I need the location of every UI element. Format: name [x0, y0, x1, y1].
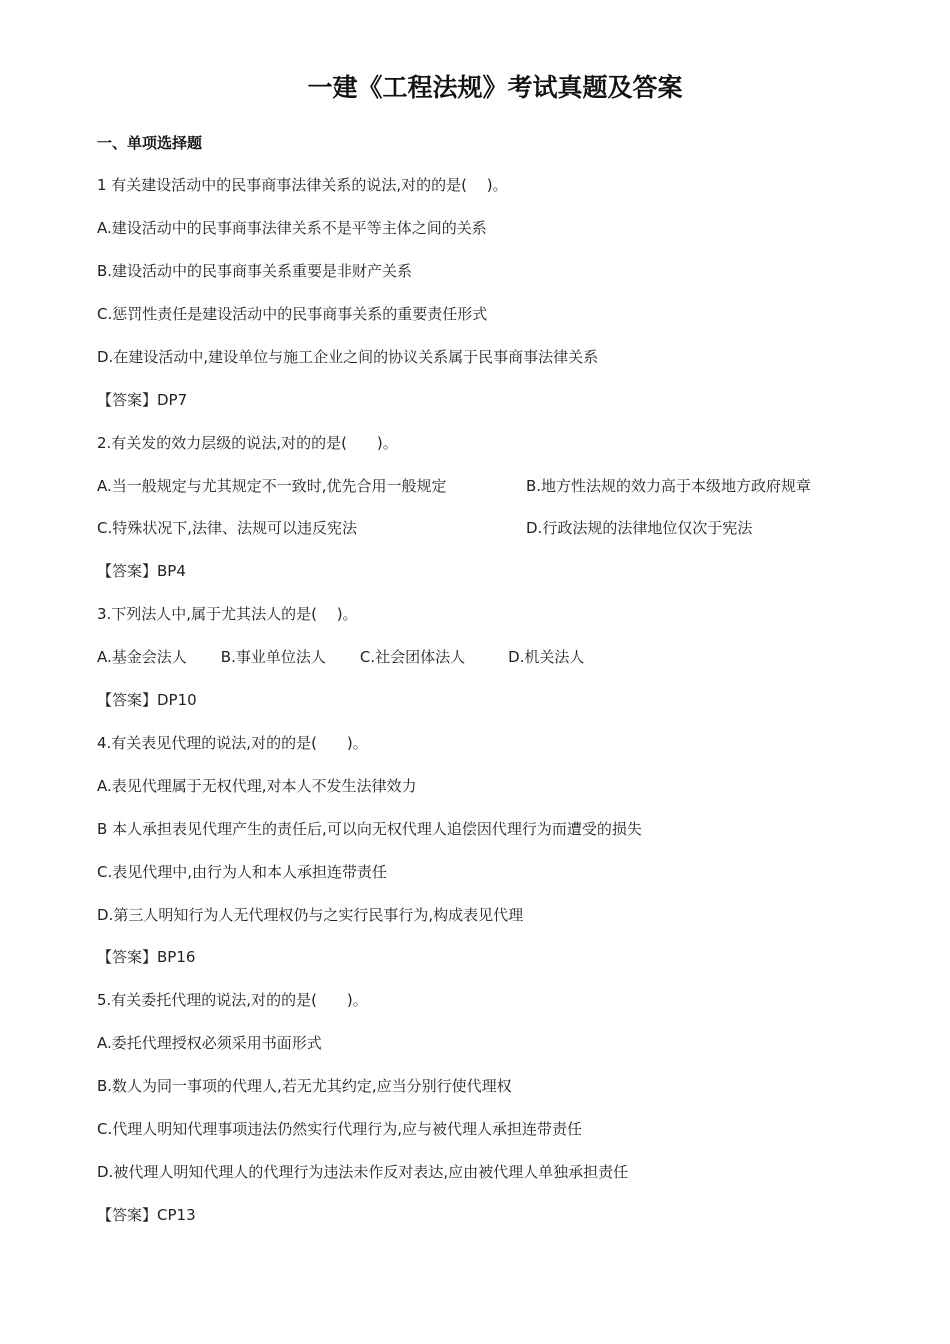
question-1-option-a: A.建设活动中的民事商事法律关系不是平等主体之间的关系 — [97, 219, 487, 237]
question-4-stem: 4.有关表见代理的说法,对的的是( )。 — [97, 734, 368, 752]
question-3-option-a: A.基金会法人 — [97, 648, 187, 666]
question-5-option-c: C.代理人明知代理事项违法仍然实行代理行为,应与被代理人承担连带责任 — [97, 1120, 583, 1138]
section-heading: 一、单项选择题 — [97, 134, 203, 152]
question-4-option-d: D.第三人明知行为人无代理权仍与之实行民事行为,构成表见代理 — [97, 906, 524, 924]
question-3-stem: 3.下列法人中,属于尤其法人的是( )。 — [97, 605, 358, 623]
question-5-option-b: B.数人为同一事项的代理人,若无尤其约定,应当分别行使代理权 — [97, 1077, 512, 1095]
question-5-answer: 【答案】CP13 — [97, 1206, 196, 1224]
question-2-option-b: B.地方性法规的效力高于本级地方政府规章 — [526, 477, 812, 495]
question-5-stem: 5.有关委托代理的说法,对的的是( )。 — [97, 991, 368, 1009]
question-1-option-b: B.建设活动中的民事商事关系重要是非财产关系 — [97, 262, 413, 280]
question-2-option-a: A.当一般规定与尤其规定不一致时,优先合用一般规定 — [97, 477, 447, 495]
question-4-answer: 【答案】BP16 — [97, 948, 196, 966]
question-1-option-d: D.在建设活动中,建设单位与施工企业之间的协议关系属于民事商事法律关系 — [97, 348, 599, 366]
question-3-option-d: D.机关法人 — [508, 648, 585, 666]
question-1-stem: 1 有关建设活动中的民事商事法律关系的说法,对的的是( )。 — [97, 176, 508, 194]
page-title: 一建《工程法规》考试真题及答案 — [307, 73, 683, 102]
question-3-option-b: B.事业单位法人 — [220, 648, 326, 666]
question-2-answer: 【答案】BP4 — [97, 562, 186, 580]
question-3-options — [97, 646, 584, 668]
question-2-option-c: C.特殊状况下,法律、法规可以违反宪法 — [97, 519, 358, 537]
question-4-option-b: B 本人承担表见代理产生的责任后,可以向无权代理人追偿因代理行为而遭受的损失 — [97, 820, 642, 838]
question-2-stem: 2.有关发的效力层级的说法,对的的是( )。 — [97, 434, 398, 452]
question-1-answer: 【答案】DP7 — [97, 391, 188, 409]
question-5-option-a: A.委托代理授权必须采用书面形式 — [97, 1034, 322, 1052]
question-4-option-c: C.表见代理中,由行为人和本人承担连带责任 — [97, 863, 388, 881]
question-2-option-d: D.行政法规的法律地位仅次于宪法 — [526, 519, 753, 537]
question-4-option-a: A.表见代理属于无权代理,对本人不发生法律效力 — [97, 777, 417, 795]
question-3-answer: 【答案】DP10 — [97, 691, 197, 709]
question-1-option-c: C.惩罚性责任是建设活动中的民事商事关系的重要责任形式 — [97, 305, 488, 323]
question-5-option-d: D.被代理人明知代理人的代理行为违法未作反对表达,应由被代理人单独承担责任 — [97, 1163, 629, 1181]
question-3-option-c: C.社会团体法人 — [359, 648, 466, 666]
